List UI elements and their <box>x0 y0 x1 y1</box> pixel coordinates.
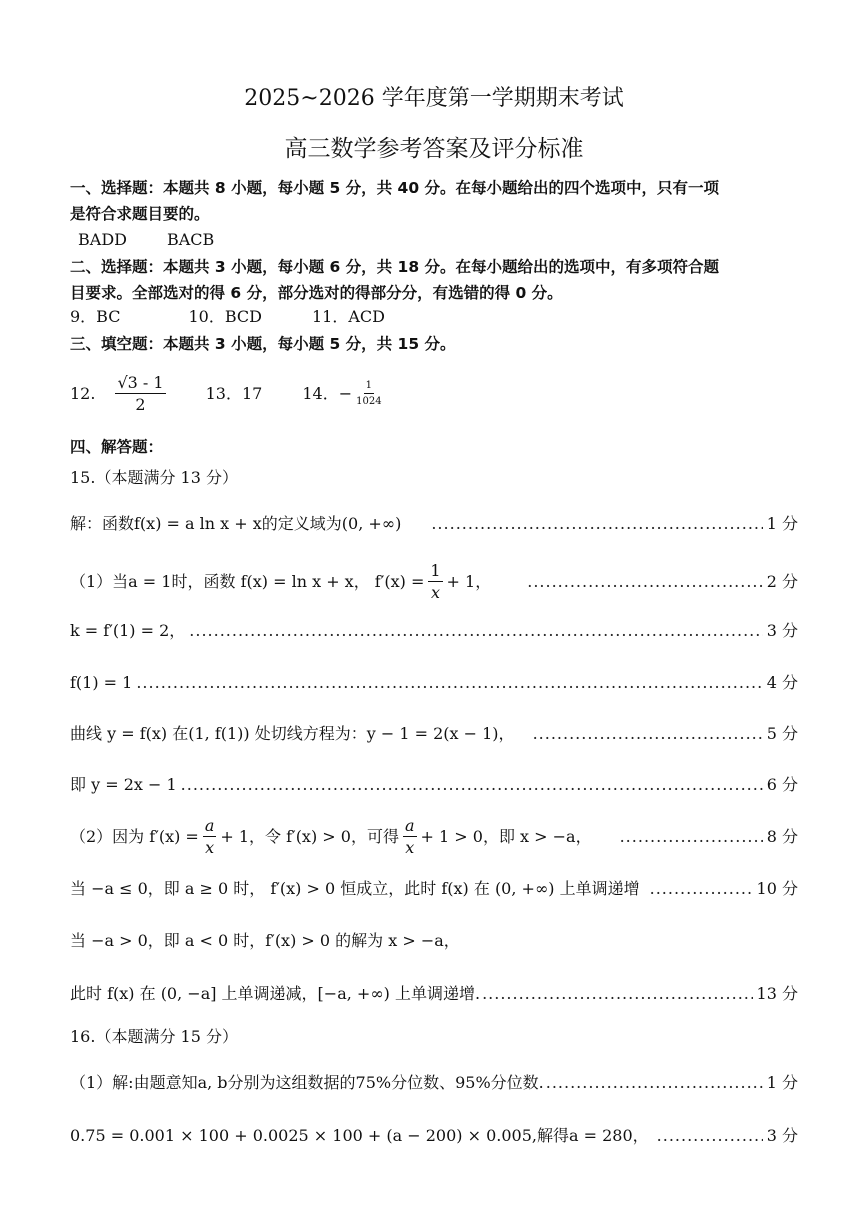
q15-step-part1-derivative <box>70 560 798 604</box>
step-text: 解：函数f(x) = a ln x + x的定义域为(0, +∞) <box>70 514 402 533</box>
step-score: 4 分 <box>766 673 798 692</box>
answer-q11: 11．ACD <box>311 307 385 326</box>
step-text: （2）因为 f′(x) = <box>70 827 199 846</box>
step-score: 6 分 <box>766 775 798 794</box>
leader-dots <box>482 983 752 1005</box>
answers-group-2: BACB <box>166 230 215 249</box>
q16-header: 16.（本题满分 15 分） <box>70 1027 238 1046</box>
section2-answers <box>70 307 385 327</box>
q14-denominator: 1024 <box>356 396 382 407</box>
q14-numerator: 1 <box>364 381 374 394</box>
fraction-numerator: 1 <box>430 561 441 580</box>
exam-title: 2025~2026 学年度第一学期期末考试 <box>244 86 624 111</box>
q15-step-slope <box>70 620 798 642</box>
q15-step-value <box>70 672 798 694</box>
q15-step-case-a-nonneg <box>70 878 798 900</box>
leader-dots <box>431 513 762 535</box>
step-text: k = f′(1) = 2， <box>70 621 186 640</box>
q15-step-case-a-neg: 当 −a > 0，即 a < 0 时，f′(x) > 0 的解为 x > −a， <box>70 931 460 950</box>
q15-step-tangent-result <box>70 774 798 796</box>
q16-step-percentiles <box>70 1072 798 1094</box>
step-score: 1 分 <box>766 1073 798 1092</box>
step-score: 10 分 <box>756 879 798 898</box>
leader-dots <box>620 815 763 859</box>
q12-numerator: √3 - 1 <box>117 373 164 392</box>
fraction-numerator: a <box>404 816 415 835</box>
step-text: 0.75 = 0.001 × 100 + 0.0025 × 100 + (a − 200) × 0.005,解得a = 280， <box>70 1126 649 1145</box>
step-score: 5 分 <box>766 724 798 743</box>
step-score: 2 分 <box>766 572 798 591</box>
q12-denominator: 2 <box>135 395 146 414</box>
q16-step-solve-a <box>70 1125 798 1147</box>
section3-heading: 三、填空题：本题共 3 小题，每小题 5 分，共 15 分。 <box>70 335 456 353</box>
leader-dots <box>527 560 762 604</box>
leader-dots <box>657 1125 763 1147</box>
step-score: 3 分 <box>766 621 798 640</box>
q14-fraction <box>356 381 381 407</box>
q12-label: 12. <box>70 384 96 403</box>
answer-q10: 10．BCD <box>188 307 262 326</box>
step-score: 1 分 <box>766 514 798 533</box>
q15-header: 15.（本题满分 13 分） <box>70 468 238 487</box>
step-text-middle: + 1，令 f′(x) > 0，可得 <box>220 827 399 846</box>
q14-label: 14．− <box>302 384 353 403</box>
answer-q13: 13．17 <box>205 384 263 403</box>
fraction-a-over-x-2 <box>403 818 417 856</box>
section1-answers <box>78 230 214 250</box>
step-text: （1）解:由题意知a, b分别为这组数据的75%分位数、95%分位数. <box>70 1073 544 1092</box>
section1-heading-line2: 是符合求题目要的。 <box>70 205 210 223</box>
answers-group-1: BADD <box>78 230 127 249</box>
q15-step-domain <box>70 513 798 535</box>
leader-dots <box>189 620 762 642</box>
q15-step-part2-derivative <box>70 815 798 859</box>
step-score: 8 分 <box>766 827 798 846</box>
fraction-numerator: a <box>204 816 215 835</box>
step-text: 曲线 y = f(x) 在(1, f(1)) 处切线方程为：y − 1 = 2(x − 1)， <box>70 724 515 743</box>
section1-heading-line1: 一、选择题：本题共 8 小题，每小题 5 分，共 40 分。在每小题给出的四个选项中，只有一项 <box>70 179 720 197</box>
document-title: 高三数学参考答案及评分标准 <box>284 136 584 162</box>
step-text: （1）当a = 1时，函数 f(x) = ln x + x， f′(x) = <box>70 572 425 591</box>
q12-fraction <box>115 375 165 413</box>
leader-dots <box>533 723 763 745</box>
leader-dots <box>650 878 753 900</box>
fraction-denominator: x <box>205 838 215 857</box>
step-text-tail: + 1 > 0，即 x > −a， <box>420 827 592 846</box>
section2-heading-line1: 二、选择题：本题共 3 小题，每小题 6 分，共 18 分。在每小题给出的选项中，有多项符合题 <box>70 258 720 276</box>
fraction-denominator: x <box>430 583 440 602</box>
step-text-tail: + 1， <box>446 572 492 591</box>
fraction-1-over-x <box>428 563 442 601</box>
section2-heading-line2: 目要求。全部选对的得 6 分，部分选对的得部分分，有选错的得 0 分。 <box>70 284 563 302</box>
q15-step-monotonicity <box>70 983 798 1005</box>
q15-step-tangent <box>70 723 798 745</box>
step-score: 3 分 <box>766 1126 798 1145</box>
step-text: f(1) = 1 <box>70 673 133 692</box>
leader-dots <box>181 774 763 796</box>
section4-heading: 四、解答题： <box>70 438 164 456</box>
leader-dots <box>136 672 762 694</box>
leader-dots <box>546 1072 763 1094</box>
step-score: 13 分 <box>756 984 798 1003</box>
answer-q9: 9．BC <box>70 307 121 326</box>
section3-answers <box>70 372 386 416</box>
fraction-denominator: x <box>405 838 415 857</box>
step-text: 当 −a ≤ 0，即 a ≥ 0 时， f′(x) > 0 恒成立，此时 f(x) 在 (0, +∞) 上单调递增 <box>70 879 640 898</box>
step-text: 即 y = 2x − 1 <box>70 775 177 794</box>
step-text: 此时 f(x) 在 (0, −a] 上单调递减，[−a, +∞) 上单调递增. <box>70 984 481 1003</box>
fraction-a-over-x <box>203 818 217 856</box>
